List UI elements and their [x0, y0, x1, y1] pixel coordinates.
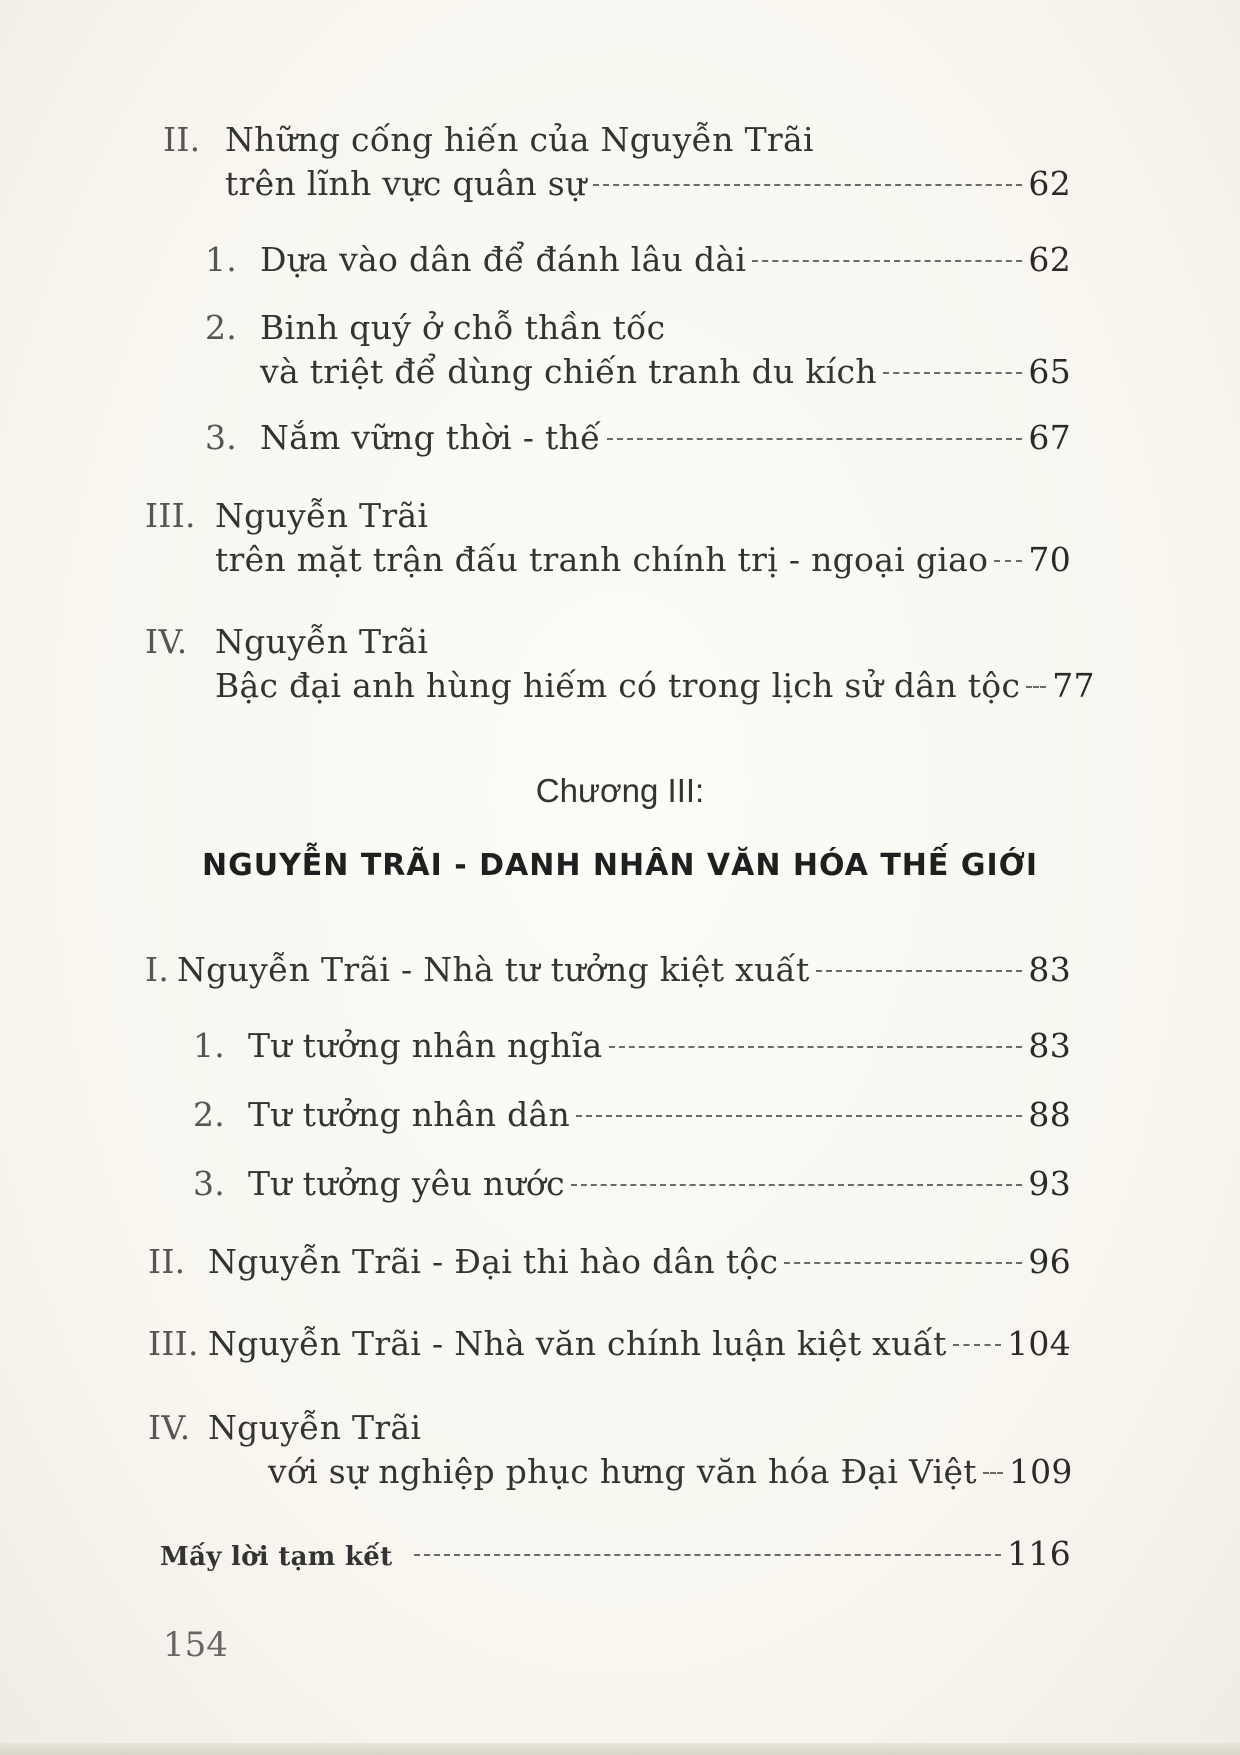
toc-entry-page: 104 [1007, 1324, 1071, 1363]
toc-entry-number: 3. [205, 418, 238, 457]
chapter-title: NGUYỄN TRÃI - DANH NHÂN VĂN HÓA THẾ GIỚI [201, 848, 1039, 883]
leader-dots [983, 1472, 1003, 1474]
leader-dots [607, 438, 1023, 440]
toc-entry-number: 1. [193, 1026, 226, 1065]
toc-entry-title-cont: và triệt để dùng chiến tranh du kích [260, 352, 877, 391]
toc-entry-title-cont: trên mặt trận đấu tranh chính trị - ngoại giao [215, 540, 989, 579]
toc-entry [148, 1240, 1071, 1284]
closing-title: Mấy lời tạm kết [160, 1542, 393, 1572]
toc-entry [148, 1322, 1071, 1366]
toc-entry-title: Tư tưởng yêu nước [248, 1164, 565, 1203]
toc-entry-page: 65 [1028, 352, 1071, 391]
toc-entry [145, 620, 1095, 708]
closing-page: 116 [1007, 1534, 1071, 1573]
toc-entry-closing [160, 1532, 1071, 1579]
toc-entry [145, 494, 1071, 582]
toc-entry-page: 83 [1028, 1026, 1071, 1065]
toc-entry-number: IV. [145, 622, 188, 661]
toc-entry [193, 1093, 1071, 1137]
toc-entry-number: IV. [148, 1408, 191, 1447]
toc-entry-title-cont: Bậc đại anh hùng hiếm có trong lịch sử dân tộc [215, 666, 1021, 705]
toc-entry-title: Dựa vào dân để đánh lâu dài [260, 240, 747, 279]
toc-entry-page: 93 [1028, 1164, 1071, 1203]
toc-entry-title: Nắm vững thời - thế [260, 418, 601, 457]
page-edge [0, 1743, 1240, 1755]
toc-entry-title: Tư tưởng nhân dân [248, 1095, 571, 1134]
leader-dots [609, 1046, 1023, 1048]
toc-entry-page: 109 [1008, 1452, 1073, 1491]
toc-entry [148, 1406, 1071, 1494]
leader-dots [994, 560, 1022, 562]
toc-entry-title: Binh quý ở chỗ thần tốc [260, 308, 666, 347]
toc-entry-page: 77 [1052, 666, 1095, 705]
leader-dots [883, 372, 1023, 374]
leader-dots [576, 1115, 1022, 1117]
chapter-label: Chương III: [535, 772, 705, 809]
toc-entry [205, 416, 1071, 460]
leader-dots [953, 1344, 1001, 1346]
toc-entry-number: II. [163, 120, 201, 159]
toc-entry-title: Nguyễn Trãi [215, 496, 429, 535]
toc-entry-title: Tư tưởng nhân nghĩa [248, 1026, 603, 1065]
toc-entry-page: 62 [1028, 240, 1071, 279]
page-number: 154 [163, 1625, 228, 1665]
toc-entry-page: 83 [1028, 950, 1071, 989]
leader-dots [752, 260, 1022, 262]
leader-dots [414, 1554, 1001, 1556]
toc-entry [163, 118, 1071, 206]
toc-entry-title: Nguyễn Trãi - Nhà văn chính luận kiệt xuất [208, 1324, 947, 1363]
toc-entry-title: Nguyễn Trãi - Nhà tư tưởng kiệt xuất [177, 950, 810, 989]
toc-entry [205, 238, 1071, 282]
toc-entry-number: 1. [205, 240, 238, 279]
toc-entry [145, 948, 1071, 992]
leader-dots [816, 970, 1023, 972]
toc-entry-page: 70 [1028, 540, 1071, 579]
leader-dots [784, 1262, 1022, 1264]
toc-entry-page: 62 [1028, 164, 1071, 203]
toc-entry-number: 2. [205, 308, 238, 347]
toc-entry-title: Những cống hiến của Nguyễn Trãi [225, 120, 814, 159]
toc-entry-title-cont: trên lĩnh vực quân sự [225, 164, 587, 203]
toc-entry-number: I. [145, 950, 170, 989]
toc-entry-title-cont: với sự nghiệp phục hưng văn hóa Đại Việt [268, 1452, 977, 1491]
toc-entry-page: 88 [1028, 1095, 1071, 1134]
toc-entry [193, 1024, 1071, 1068]
leader-dots [1026, 686, 1046, 688]
toc-entry-page: 67 [1028, 418, 1071, 457]
leader-dots [593, 184, 1023, 186]
toc-entry-number: 2. [193, 1095, 226, 1134]
toc-entry-number: III. [145, 496, 196, 535]
toc-entry-page: 96 [1028, 1242, 1071, 1281]
toc-entry-number: II. [148, 1242, 186, 1281]
toc-entry-number: 3. [193, 1164, 226, 1203]
toc-entry-title: Nguyễn Trãi [208, 1408, 422, 1447]
toc-entry [193, 1162, 1071, 1206]
toc-entry [205, 306, 1071, 394]
toc-entry-number: III. [148, 1324, 199, 1363]
toc-entry-title: Nguyễn Trãi - Đại thi hào dân tộc [208, 1242, 779, 1281]
toc-entry-title: Nguyễn Trãi [215, 622, 429, 661]
leader-dots [571, 1184, 1023, 1186]
